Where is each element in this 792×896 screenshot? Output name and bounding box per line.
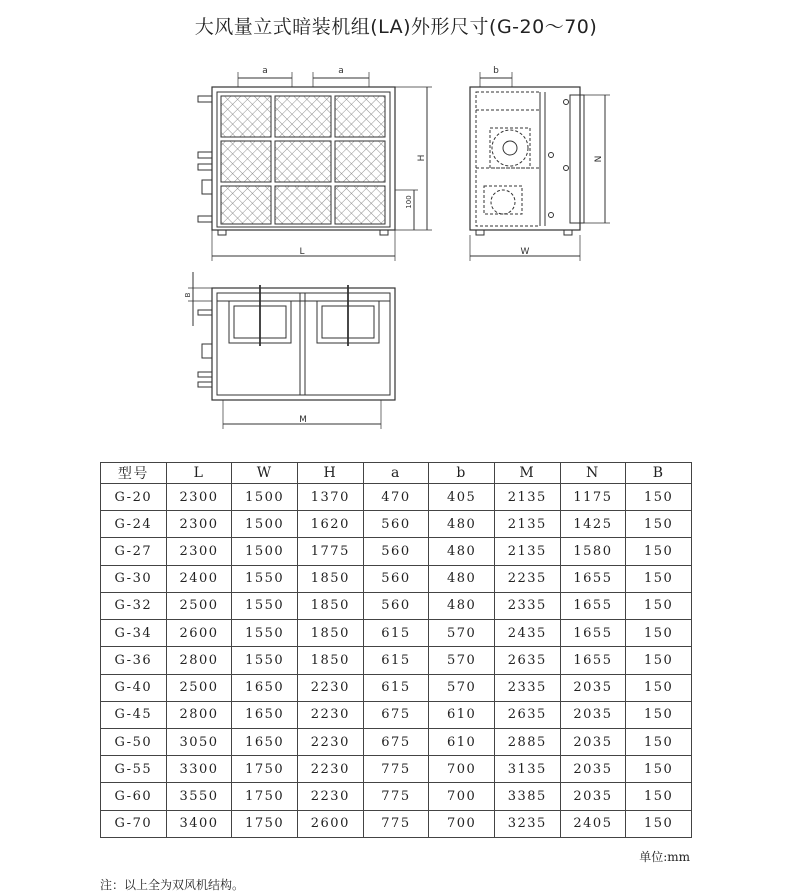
value-cell: 2300: [166, 484, 232, 511]
value-cell: 1370: [297, 484, 363, 511]
value-cell: 1850: [297, 620, 363, 647]
value-cell: 560: [363, 511, 429, 538]
table-row: [101, 538, 692, 565]
value-cell: 3050: [166, 728, 232, 755]
value-cell: 1655: [560, 565, 626, 592]
table-row: [101, 647, 692, 674]
value-cell: 2800: [166, 701, 232, 728]
value-cell: 1850: [297, 565, 363, 592]
value-cell: 150: [626, 674, 692, 701]
unit-label: 单位:mm: [639, 850, 690, 864]
dim-label-b: b: [493, 66, 499, 76]
page-title: 大风量立式暗装机组(LA)外形尺寸(G-20～70): [194, 16, 598, 38]
value-cell: 1655: [560, 620, 626, 647]
value-cell: 610: [429, 728, 495, 755]
value-cell: 480: [429, 511, 495, 538]
value-cell: 1500: [232, 511, 298, 538]
value-cell: 2600: [166, 620, 232, 647]
table-row: [101, 484, 692, 511]
model-cell: G-24: [101, 511, 167, 538]
value-cell: 1580: [560, 538, 626, 565]
table-row: [101, 701, 692, 728]
value-cell: 560: [363, 592, 429, 619]
value-cell: 480: [429, 565, 495, 592]
filter-panels: [221, 96, 385, 224]
value-cell: 2135: [494, 484, 560, 511]
value-cell: 2405: [560, 810, 626, 837]
header-l: L: [166, 463, 232, 484]
value-cell: 775: [363, 810, 429, 837]
value-cell: 1500: [232, 484, 298, 511]
value-cell: 2400: [166, 565, 232, 592]
value-cell: 2035: [560, 674, 626, 701]
value-cell: 2435: [494, 620, 560, 647]
value-cell: 700: [429, 756, 495, 783]
footnote: 注：以上全为双风机结构。: [100, 878, 245, 892]
value-cell: 570: [429, 620, 495, 647]
value-cell: 2235: [494, 565, 560, 592]
dim-label-b-upper: B: [184, 292, 192, 298]
value-cell: 2500: [166, 674, 232, 701]
header-a: a: [363, 463, 429, 484]
value-cell: 2230: [297, 701, 363, 728]
model-cell: G-20: [101, 484, 167, 511]
table-row: [101, 592, 692, 619]
header-b: b: [429, 463, 495, 484]
value-cell: 3300: [166, 756, 232, 783]
value-cell: 2135: [494, 538, 560, 565]
value-cell: 2635: [494, 701, 560, 728]
value-cell: 1425: [560, 511, 626, 538]
header-w: W: [232, 463, 298, 484]
value-cell: 470: [363, 484, 429, 511]
value-cell: 1750: [232, 756, 298, 783]
value-cell: 560: [363, 538, 429, 565]
model-cell: G-45: [101, 701, 167, 728]
value-cell: 1850: [297, 592, 363, 619]
value-cell: 615: [363, 620, 429, 647]
value-cell: 675: [363, 728, 429, 755]
spec-table: [100, 462, 692, 838]
value-cell: 150: [626, 620, 692, 647]
table-row: [101, 674, 692, 701]
value-cell: 150: [626, 728, 692, 755]
model-cell: G-60: [101, 783, 167, 810]
value-cell: 1550: [232, 592, 298, 619]
value-cell: 1550: [232, 565, 298, 592]
spec-table-body: [101, 484, 692, 838]
value-cell: 1750: [232, 783, 298, 810]
dim-label-a-2: a: [338, 66, 344, 76]
value-cell: 1650: [232, 701, 298, 728]
value-cell: 1175: [560, 484, 626, 511]
value-cell: 2035: [560, 701, 626, 728]
value-cell: 700: [429, 783, 495, 810]
value-cell: 615: [363, 647, 429, 674]
value-cell: 1550: [232, 647, 298, 674]
table-row: [101, 620, 692, 647]
value-cell: 3235: [494, 810, 560, 837]
value-cell: 1850: [297, 647, 363, 674]
value-cell: 2230: [297, 756, 363, 783]
model-cell: G-36: [101, 647, 167, 674]
table-row: [101, 511, 692, 538]
value-cell: 150: [626, 565, 692, 592]
value-cell: 3135: [494, 756, 560, 783]
value-cell: 480: [429, 538, 495, 565]
value-cell: 1620: [297, 511, 363, 538]
value-cell: 2600: [297, 810, 363, 837]
dim-label-a-1: a: [262, 66, 268, 76]
value-cell: 150: [626, 538, 692, 565]
value-cell: 1550: [232, 620, 298, 647]
model-cell: G-27: [101, 538, 167, 565]
model-cell: G-70: [101, 810, 167, 837]
value-cell: 2035: [560, 783, 626, 810]
value-cell: 2300: [166, 538, 232, 565]
value-cell: 1775: [297, 538, 363, 565]
value-cell: 2230: [297, 728, 363, 755]
value-cell: 2035: [560, 756, 626, 783]
table-row: [101, 565, 692, 592]
value-cell: 1650: [232, 728, 298, 755]
table-row: [101, 756, 692, 783]
top-view: [188, 272, 395, 429]
dim-label-w: W: [520, 247, 530, 257]
value-cell: 405: [429, 484, 495, 511]
value-cell: 2135: [494, 511, 560, 538]
value-cell: 2300: [166, 511, 232, 538]
value-cell: 1655: [560, 592, 626, 619]
model-cell: G-30: [101, 565, 167, 592]
value-cell: 610: [429, 701, 495, 728]
model-cell: G-50: [101, 728, 167, 755]
dim-label-h: H: [417, 154, 427, 162]
model-cell: G-34: [101, 620, 167, 647]
side-view: [470, 72, 610, 261]
header-model: 型号: [101, 463, 167, 484]
model-cell: G-55: [101, 756, 167, 783]
header-n: N: [560, 463, 626, 484]
value-cell: 2500: [166, 592, 232, 619]
header-m: M: [494, 463, 560, 484]
value-cell: 150: [626, 511, 692, 538]
value-cell: 1650: [232, 674, 298, 701]
value-cell: 570: [429, 647, 495, 674]
table-row: [101, 728, 692, 755]
value-cell: 2230: [297, 783, 363, 810]
table-row: [101, 783, 692, 810]
value-cell: 2885: [494, 728, 560, 755]
value-cell: 150: [626, 783, 692, 810]
header-b-upper: B: [626, 463, 692, 484]
value-cell: 3550: [166, 783, 232, 810]
value-cell: 570: [429, 674, 495, 701]
value-cell: 150: [626, 701, 692, 728]
model-cell: G-40: [101, 674, 167, 701]
value-cell: 2635: [494, 647, 560, 674]
value-cell: 480: [429, 592, 495, 619]
value-cell: 150: [626, 810, 692, 837]
value-cell: 3385: [494, 783, 560, 810]
value-cell: 615: [363, 674, 429, 701]
value-cell: 700: [429, 810, 495, 837]
value-cell: 150: [626, 484, 692, 511]
dim-label-n: N: [594, 155, 604, 163]
dim-label-100: 100: [405, 195, 413, 209]
value-cell: 2800: [166, 647, 232, 674]
front-view: [198, 72, 432, 261]
value-cell: 1655: [560, 647, 626, 674]
value-cell: 3400: [166, 810, 232, 837]
value-cell: 560: [363, 565, 429, 592]
value-cell: 150: [626, 647, 692, 674]
model-cell: G-32: [101, 592, 167, 619]
value-cell: 150: [626, 592, 692, 619]
value-cell: 1750: [232, 810, 298, 837]
value-cell: 2035: [560, 728, 626, 755]
value-cell: 1500: [232, 538, 298, 565]
value-cell: 2335: [494, 592, 560, 619]
table-header-row: [101, 463, 692, 484]
value-cell: 775: [363, 756, 429, 783]
value-cell: 2230: [297, 674, 363, 701]
dim-label-m: M: [299, 415, 307, 425]
dim-label-l: L: [299, 247, 305, 257]
value-cell: 150: [626, 756, 692, 783]
header-h: H: [297, 463, 363, 484]
table-row: [101, 810, 692, 837]
value-cell: 775: [363, 783, 429, 810]
value-cell: 675: [363, 701, 429, 728]
value-cell: 2335: [494, 674, 560, 701]
technical-drawing: [0, 0, 792, 440]
